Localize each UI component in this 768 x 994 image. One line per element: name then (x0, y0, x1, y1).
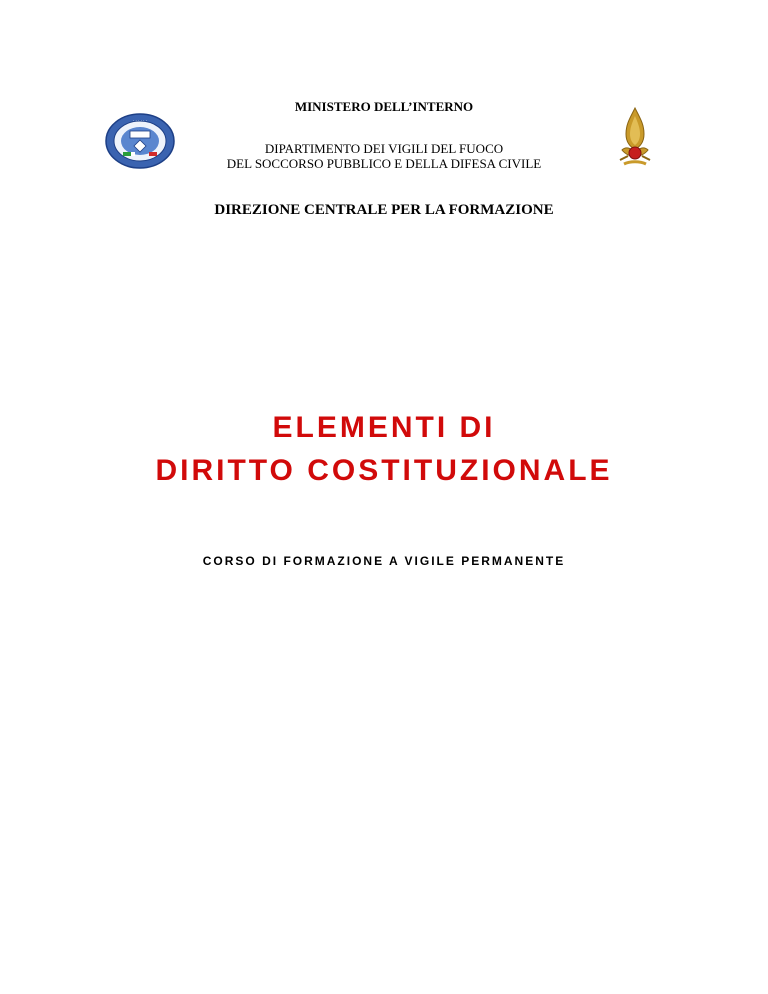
department-line-1: DIPARTIMENTO DEI VIGILI DEL FUOCO (264, 141, 504, 156)
department-line-2: DEL SOCCORSO PUBBLICO E DELLA DIFESA CIVILE (226, 156, 542, 171)
ministry-heading: MINISTERO DELL’INTERNO (294, 99, 474, 114)
document-title-line-1: ELEMENTI DI (272, 411, 496, 444)
course-subtitle: CORSO DI FORMAZIONE A VIGILE PERMANENTE (202, 554, 566, 568)
document-title-line-2: DIRITTO COSTITUZIONALE (155, 454, 613, 487)
svg-text:· · · · · ·: · · · · · · (133, 118, 147, 123)
direction-heading: DIREZIONE CENTRALE PER LA FORMAZIONE (214, 202, 554, 218)
